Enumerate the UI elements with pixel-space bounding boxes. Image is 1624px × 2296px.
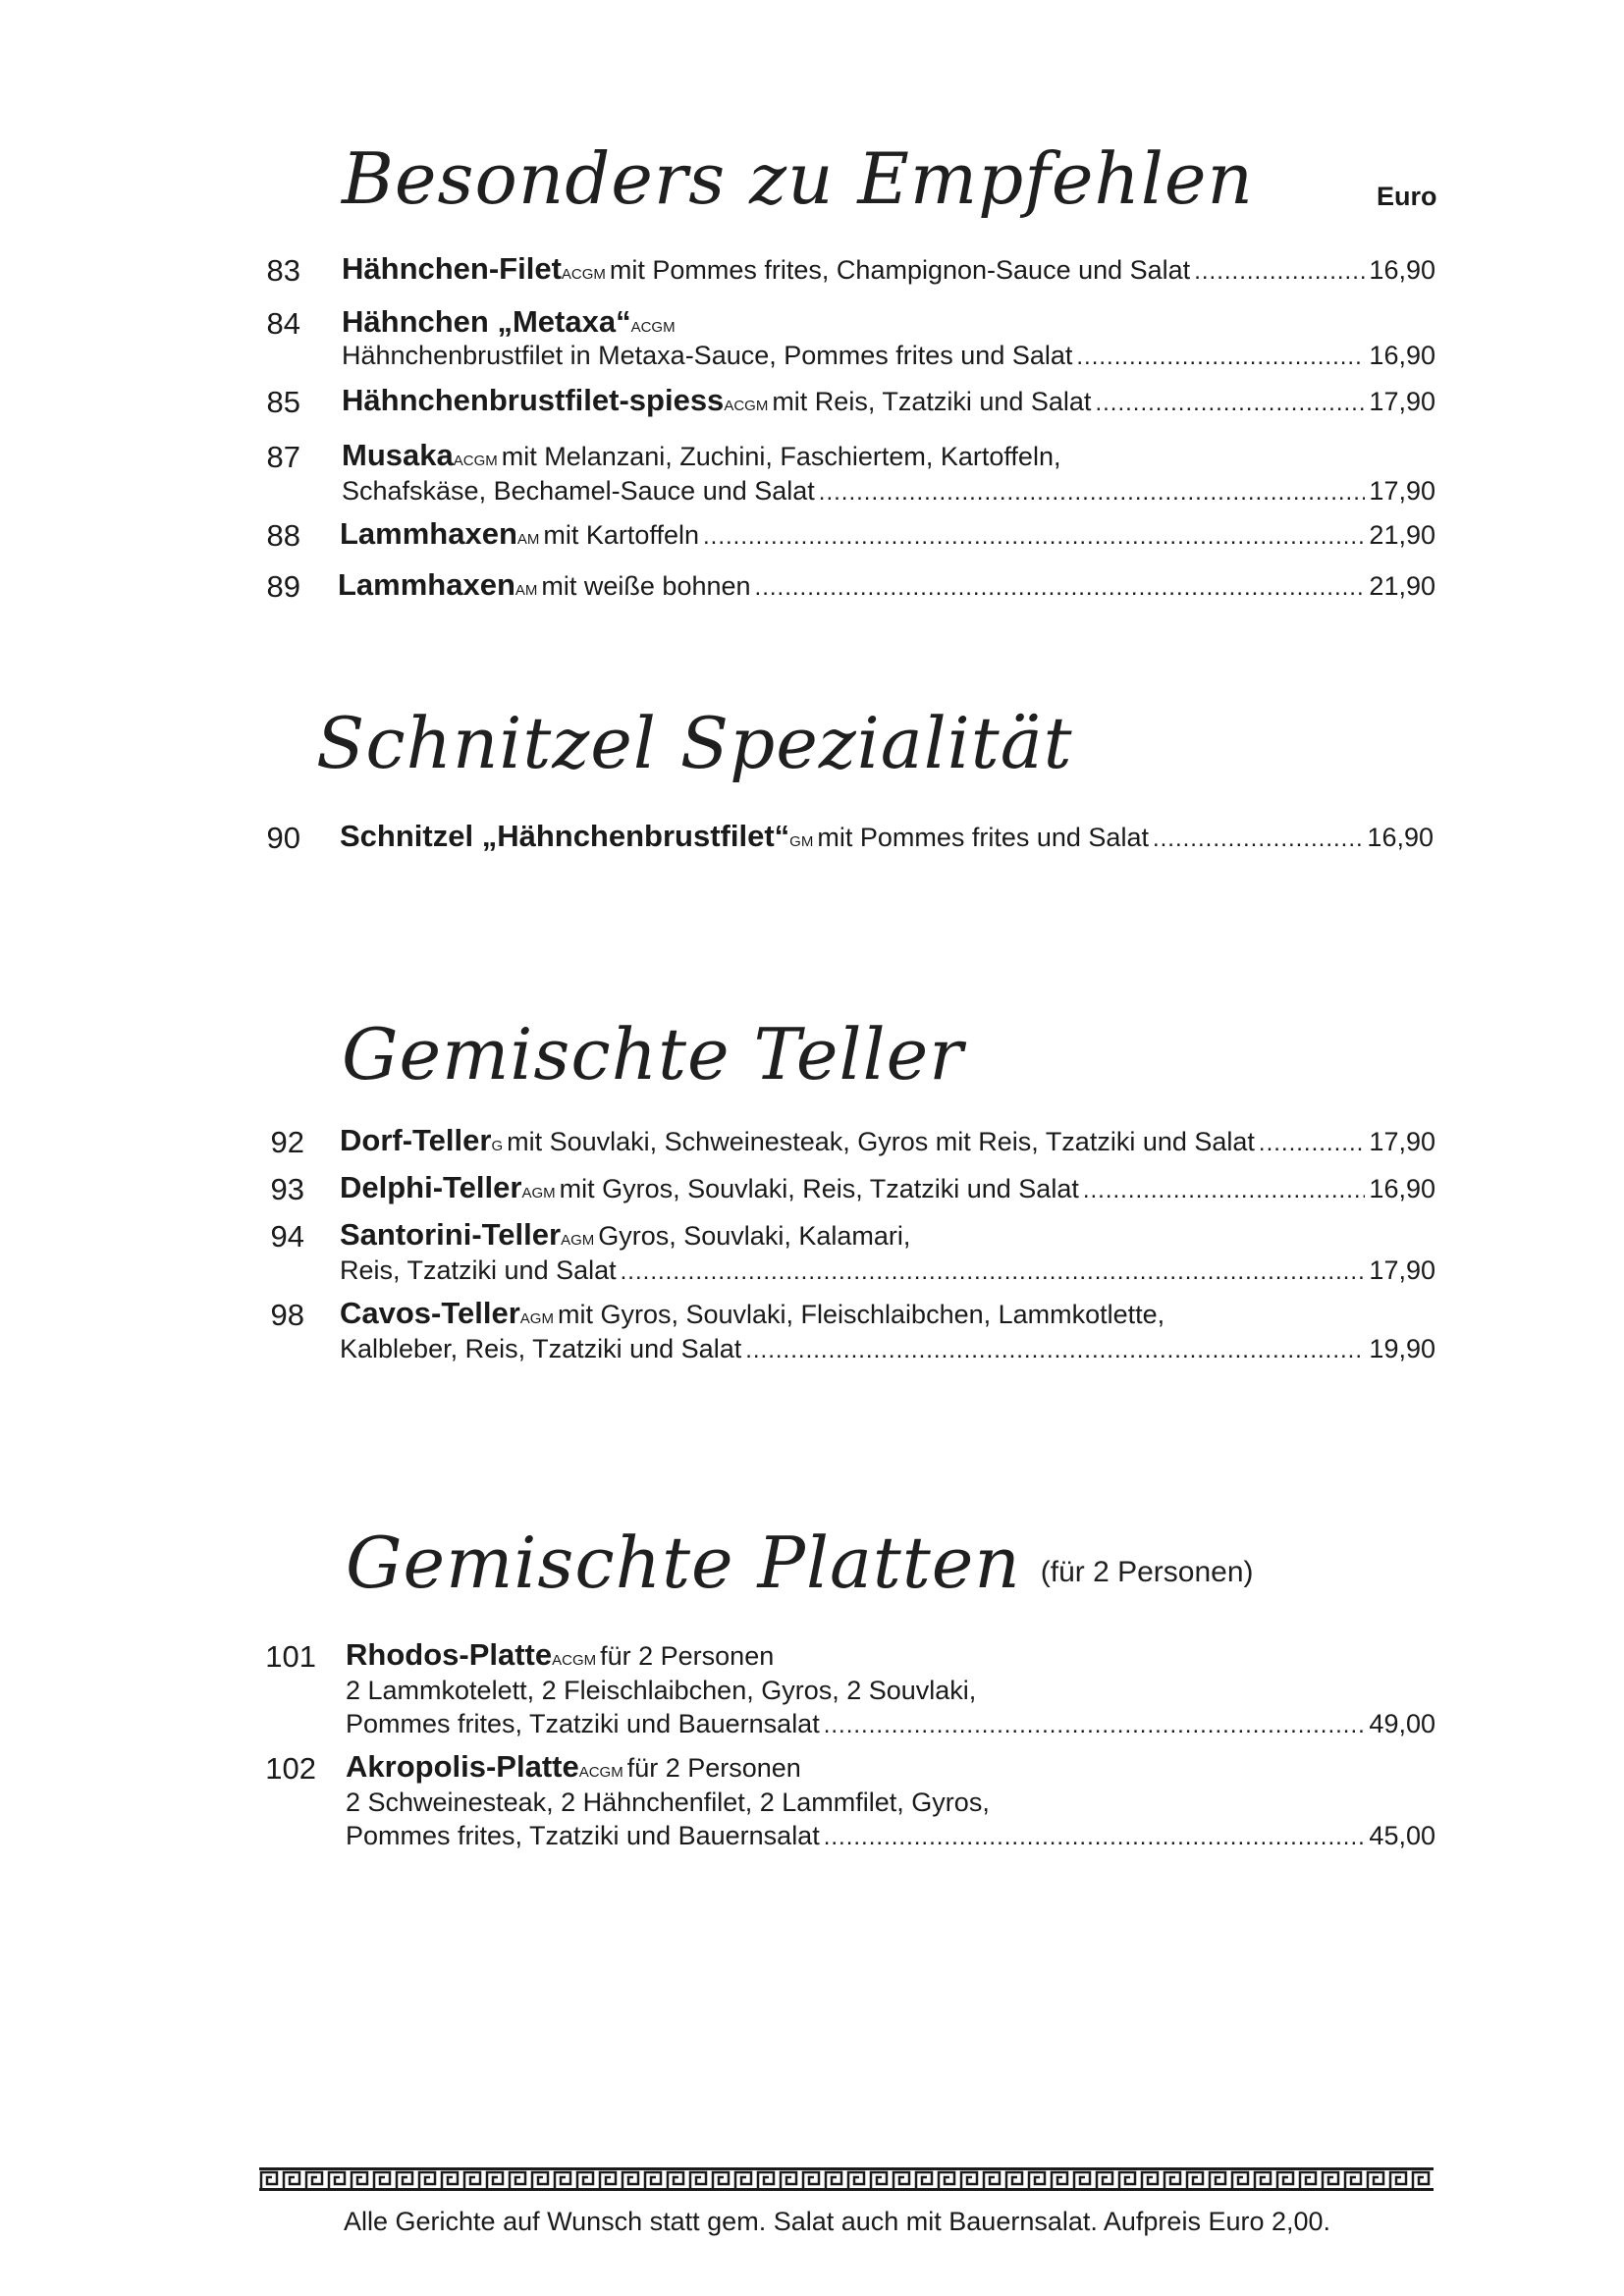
item-name: Hähnchen-Filet [342, 251, 562, 286]
item-description: mit Gyros, Souvlaki, Reis, Tzatziki und Salat [559, 1174, 1079, 1203]
item-name: Lammhaxen [338, 567, 515, 602]
item-description: Gyros, Souvlaki, Kalamari, [598, 1221, 911, 1251]
section-subtitle: (für 2 Personen) [1040, 1556, 1254, 1588]
leader-dots [1095, 386, 1365, 421]
item-number: 89 [266, 569, 300, 604]
greek-key-border [259, 2167, 1434, 2191]
item-description: Hähnchenbrustfilet in Metaxa-Sauce, Pommes frites und Salat [342, 341, 1073, 370]
menu-item-102-desc [346, 1818, 1435, 1855]
section-title-gemischte-teller: Gemischte Teller [342, 1013, 964, 1095]
menu-item-101-desc [346, 1706, 1435, 1743]
menu-item-87-desc [342, 473, 1435, 510]
leader-dots [824, 1708, 1366, 1743]
item-name: Lammhaxen [340, 516, 517, 551]
section-title-besonders: Besonders zu Empfehlen [342, 137, 1254, 220]
footer-note: Alle Gerichte auf Wunsch statt gem. Salat auch mit Bauernsalat. Aufpreis Euro 2,00. [344, 2207, 1331, 2236]
item-description: für 2 Personen [626, 1753, 801, 1783]
allergen-codes: ACGM [724, 398, 769, 414]
item-description: mit Souvlaki, Schweinesteak, Gyros mit Reis, Tzatziki und Salat [507, 1127, 1255, 1156]
allergen-codes: G [491, 1138, 504, 1154]
item-number: 93 [270, 1172, 304, 1206]
menu-item-93 [340, 1170, 1435, 1211]
item-description: Pommes frites, Tzatziki und Bauernsalat [346, 1821, 820, 1850]
allergen-codes: AM [514, 582, 538, 599]
item-description: Reis, Tzatziki und Salat [340, 1255, 617, 1285]
leader-dots [745, 1333, 1365, 1368]
item-description: Kalbleber, Reis, Tzatziki und Salat [340, 1334, 742, 1363]
menu-item-89 [338, 567, 1435, 609]
item-price: 17,90 [1369, 387, 1435, 416]
item-price: 17,90 [1369, 1255, 1435, 1285]
item-number: 102 [265, 1751, 316, 1786]
item-description: mit Pommes frites, Champignon-Sauce und Salat [609, 255, 1191, 285]
item-name: Cavos-Teller [340, 1296, 520, 1330]
item-price: 17,90 [1369, 1127, 1435, 1156]
item-price: 21,90 [1369, 571, 1435, 601]
leader-dots [1194, 254, 1365, 290]
item-price: 16,90 [1369, 255, 1435, 285]
item-number: 92 [270, 1125, 304, 1159]
item-price: 16,90 [1367, 823, 1434, 852]
item-name: Schnitzel „Hähnchenbrustfilet“ [340, 819, 790, 853]
item-number: 98 [270, 1298, 304, 1332]
item-price: 49,00 [1369, 1709, 1435, 1738]
meander-pattern-icon [259, 2167, 1434, 2191]
item-number: 90 [266, 821, 300, 855]
allergen-codes: ACGM [453, 453, 498, 469]
item-description: mit Kartoffeln [543, 520, 699, 550]
allergen-codes: AGM [519, 1310, 554, 1327]
item-number: 84 [266, 306, 300, 341]
menu-item-85 [342, 383, 1435, 424]
item-price: 16,90 [1369, 1174, 1435, 1203]
item-description: für 2 Personen [600, 1641, 775, 1671]
menu-item-92 [340, 1123, 1435, 1164]
leader-dots [1259, 1126, 1366, 1161]
item-price: 19,90 [1369, 1334, 1435, 1363]
item-name: Delphi-Teller [340, 1170, 522, 1204]
item-price: 21,90 [1369, 520, 1435, 550]
allergen-codes: AGM [521, 1185, 556, 1201]
item-description: Schafskäse, Bechamel-Sauce und Salat [342, 476, 815, 506]
allergen-codes: ACGM [630, 319, 676, 336]
leader-dots [824, 1820, 1366, 1855]
menu-item-98-desc [340, 1331, 1435, 1368]
leader-dots [1083, 1173, 1366, 1208]
section-title-gemischte-platten [346, 1522, 1254, 1604]
leader-dots [1076, 340, 1365, 375]
item-name: Musaka [342, 438, 454, 472]
item-name: Hähnchen „Metaxa“ [342, 304, 631, 339]
item-price: 45,00 [1369, 1821, 1435, 1850]
menu-item-84-desc [342, 338, 1435, 375]
item-number: 94 [270, 1219, 304, 1254]
allergen-codes: AM [516, 531, 540, 548]
item-name: Hähnchenbrustfilet-spiess [342, 383, 725, 417]
allergen-codes: AGM [561, 1232, 595, 1249]
item-description: mit Pommes frites und Salat [817, 823, 1149, 852]
section-title-schnitzel: Schnitzel Spezialität [316, 702, 1073, 784]
item-name: Santorini-Teller [340, 1217, 562, 1252]
item-name: Dorf-Teller [340, 1123, 492, 1157]
allergen-codes: ACGM [552, 1652, 597, 1669]
allergen-codes: GM [789, 833, 814, 850]
item-description: mit Reis, Tzatziki und Salat [772, 387, 1092, 416]
section-title-text: Gemischte Platten [346, 1522, 1021, 1604]
currency-label: Euro [1377, 182, 1437, 211]
item-description: mit Melanzani, Zuchini, Faschiertem, Kartoffeln, [501, 442, 1061, 471]
item-number: 88 [266, 518, 300, 553]
leader-dots [703, 519, 1365, 555]
item-name: Akropolis-Platte [346, 1749, 579, 1784]
item-number: 85 [266, 385, 300, 419]
leader-dots [1153, 822, 1363, 857]
item-description: mit weiße bohnen [541, 571, 751, 601]
leader-dots [819, 475, 1366, 510]
item-number: 101 [265, 1639, 316, 1674]
leader-dots [755, 570, 1366, 606]
menu-item-88 [340, 516, 1435, 558]
item-description-line: 2 Lammkotelett, 2 Fleischlaibchen, Gyros, 2 Souvlaki, [346, 1676, 977, 1705]
item-name: Rhodos-Platte [346, 1637, 553, 1672]
item-description-line: 2 Schweinesteak, 2 Hähnchenfilet, 2 Lammfilet, Gyros, [346, 1788, 990, 1817]
item-price: 17,90 [1369, 476, 1435, 506]
menu-item-94-desc [340, 1253, 1435, 1290]
menu-item-83 [342, 251, 1435, 293]
item-number: 83 [266, 253, 300, 288]
item-number: 87 [266, 440, 300, 474]
allergen-codes: ACGM [561, 266, 606, 283]
leader-dots [621, 1255, 1366, 1290]
menu-item-90 [340, 819, 1434, 860]
item-price: 16,90 [1369, 341, 1435, 370]
item-description: Pommes frites, Tzatziki und Bauernsalat [346, 1709, 820, 1738]
item-description: mit Gyros, Souvlaki, Fleischlaibchen, Lammkotlette, [557, 1300, 1165, 1329]
allergen-codes: ACGM [578, 1764, 623, 1781]
